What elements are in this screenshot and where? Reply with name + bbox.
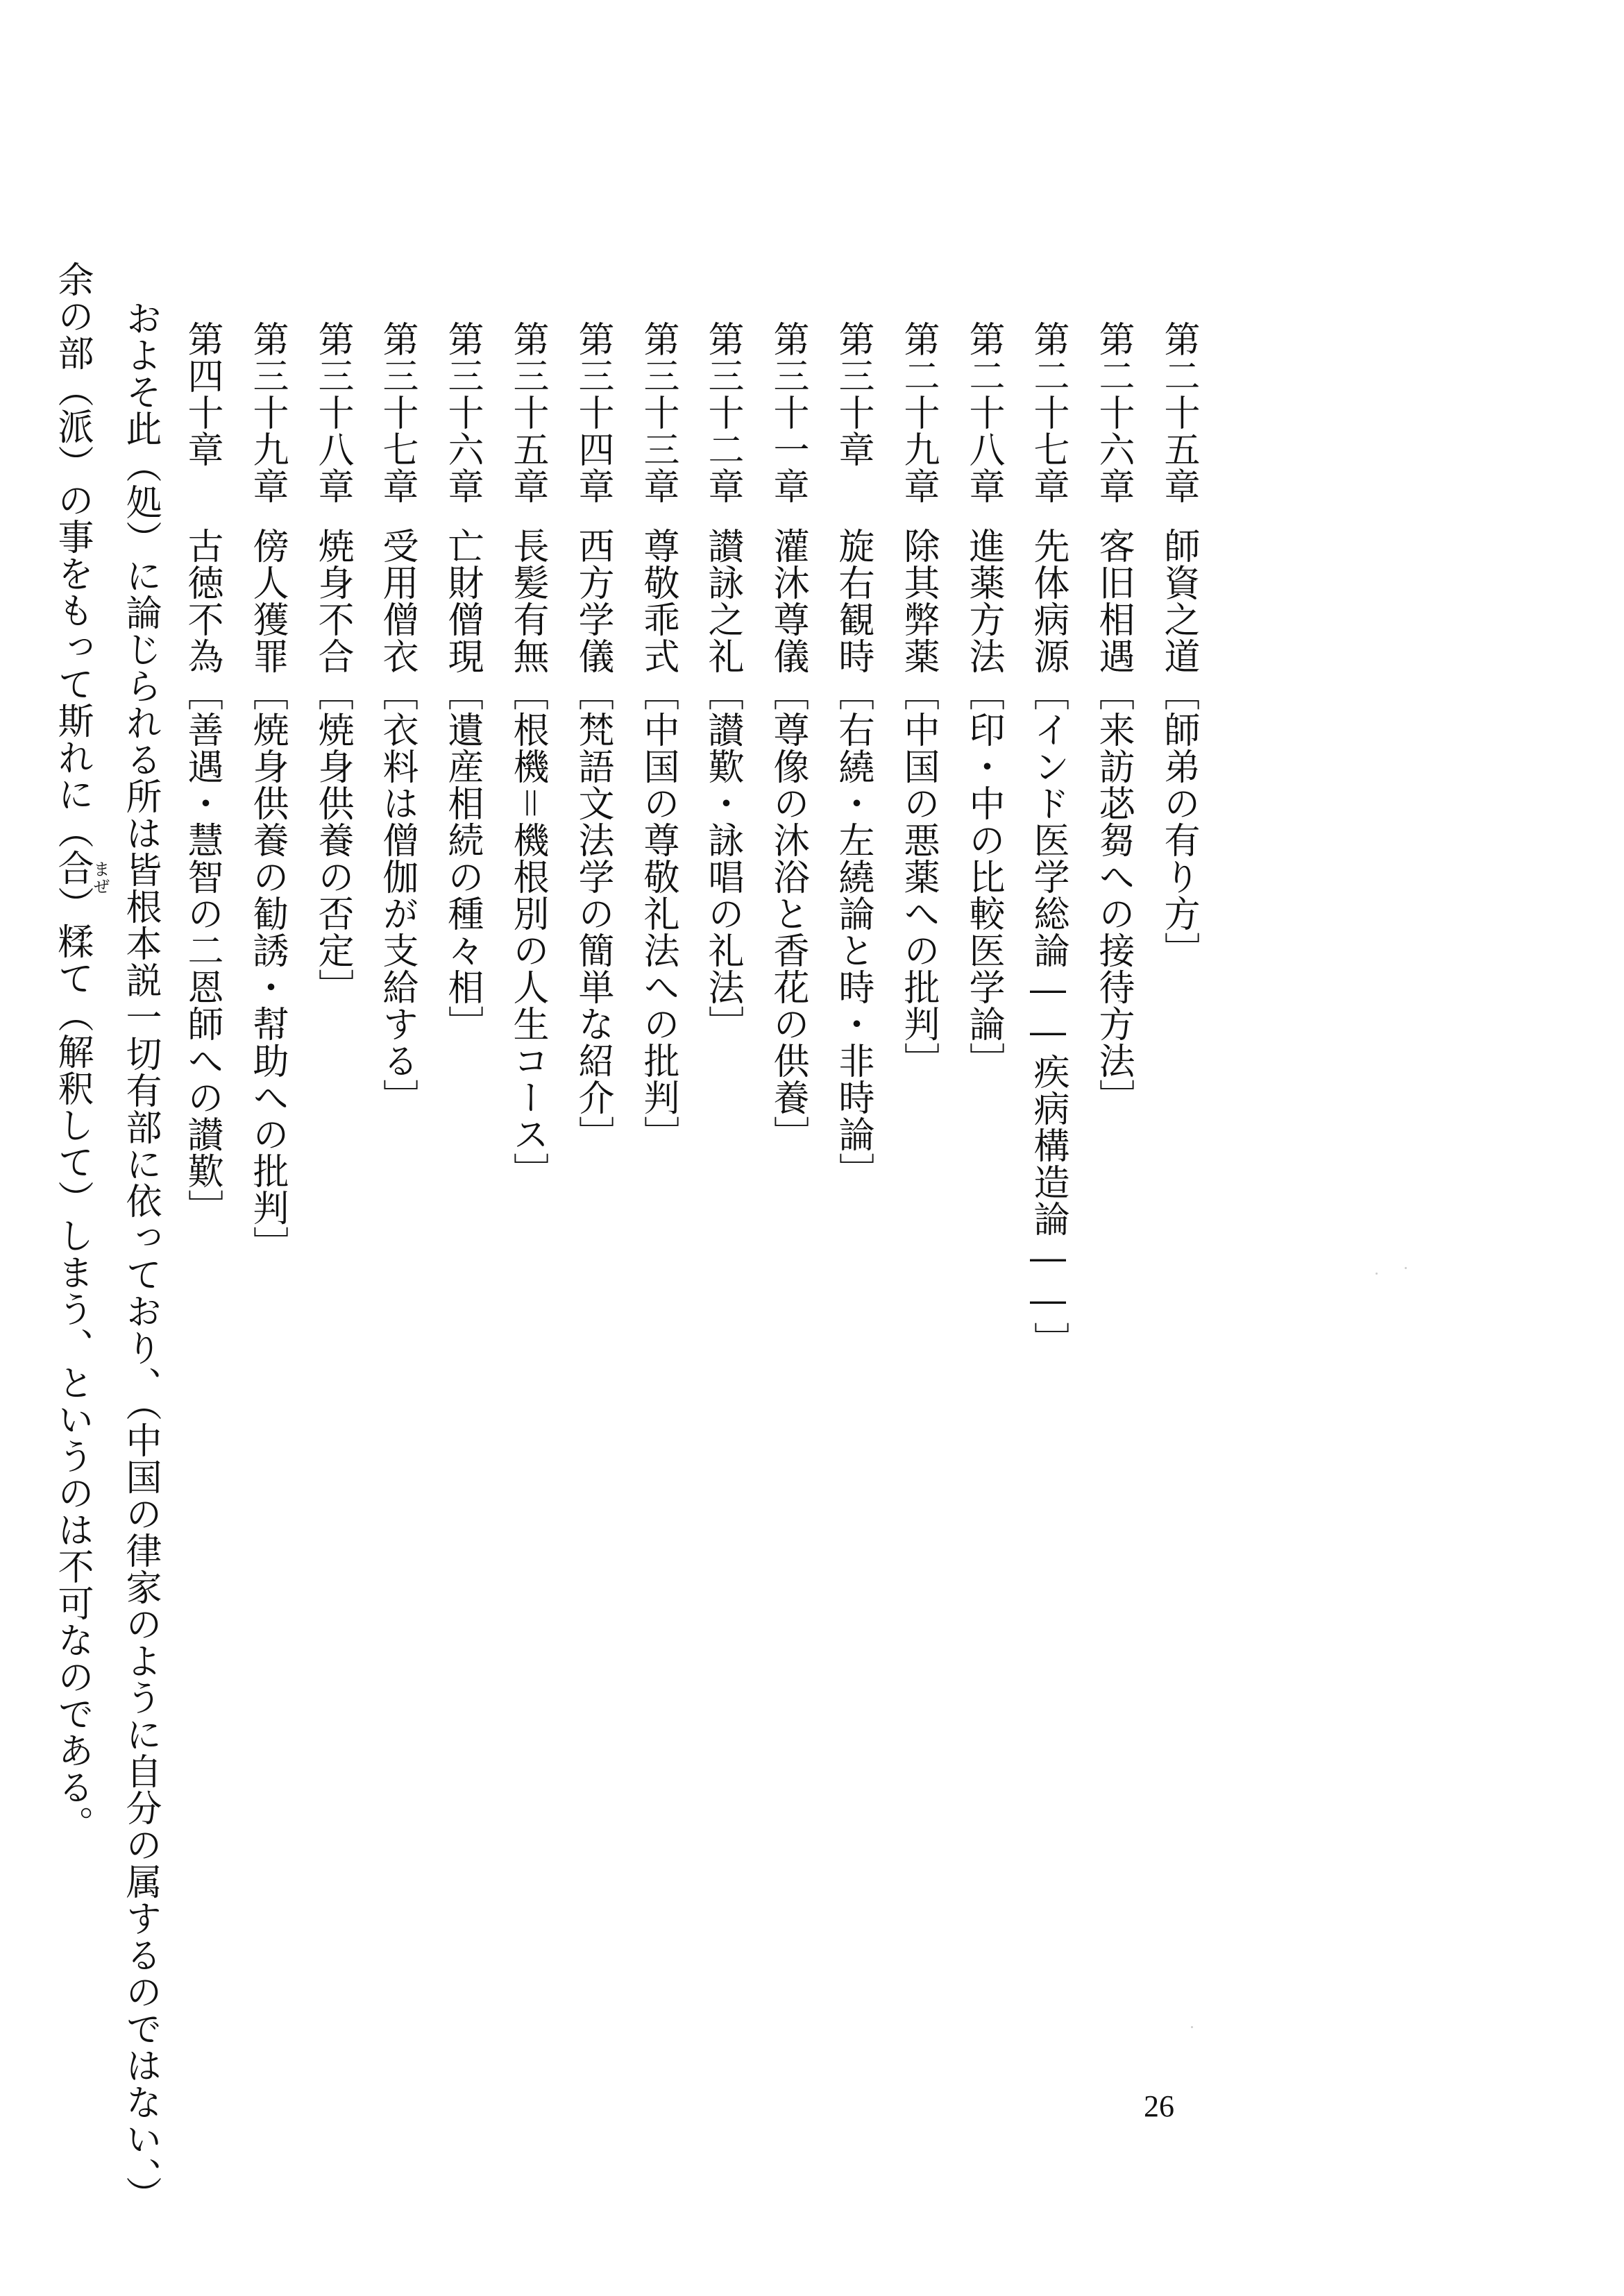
chapter-title: 師資之道［師弟の有り方］ [1158,527,1199,969]
chapter-number: 第三十六章 [441,321,483,504]
ruby-mazete: まぜ [90,860,110,895]
chapter-title: 焼身不合［焼身供養の否定］ [312,527,353,1005]
chapter-title: 讃詠之礼［讃歎・詠唱の礼法］ [702,527,743,1042]
chapter-number: 第三十三章 [637,321,679,504]
chapter-title: 古徳不為［善遇・慧智の二恩師への讃歎］ [181,527,223,1226]
chapter-title: 除其弊薬［中国の悪薬への批判］ [897,527,939,1079]
chapter-title: 西方学儀［梵語文法学の簡単な紹介］ [572,527,614,1153]
chapter-number: 第二十五章 [1158,321,1199,504]
chapter-number: 第二十六章 [1092,321,1134,504]
chapter-number: 第三十四章 [572,321,614,504]
chapter-title: 受用僧衣［衣料は僧伽が支給する］ [376,527,418,1116]
chapter-number: 第三十七章 [376,321,418,504]
chapter-number: 第三十五章 [507,321,548,504]
chapter-number: 第三十章 [832,321,874,468]
chapter-title: 客旧相遇［来訪苾芻への接待方法］ [1092,527,1134,1116]
scan-speck [1191,2026,1193,2028]
chapter-number: 第四十章 [181,321,223,468]
chapter-number: 第二十八章 [963,321,1004,504]
page-number: 26 [1144,2089,1174,2123]
chapter-title: 傍人獲罪［焼身供養の勧誘・幇助への批判］ [246,527,288,1263]
paragraph-line-1: およそ此（処）に論じられる所は皆根本説一切有部に依っており、（中国の律家のように自分の属するのではない、） [119,300,161,2213]
chapter-number: 第二十九章 [897,321,939,504]
chapter-number: 第三十二章 [702,321,743,504]
chapter-number: 第三十九章 [246,321,288,504]
chapter-number: 第三十一章 [767,321,809,504]
chapter-title: 旋右観時［右繞・左繞論と時・非時論］ [832,527,874,1189]
chapter-title: 灌沐尊儀［尊像の沐浴と香花の供養］ [767,527,809,1153]
chapter-number: 第二十七章 [1027,321,1069,504]
chapter-title: 長髪有無［根機＝機根別の人生コース］ [507,527,548,1189]
chapter-title: 先体病源［インド医学総論――疾病構造論――］ [1027,527,1069,1359]
chapter-title: 尊敬乖式［中国の尊敬礼法への批判］ [637,527,679,1153]
chapter-title: 進薬方法［印・中の比較医学論］ [963,527,1004,1079]
scan-speck [1405,1267,1407,1269]
scan-speck [1376,1273,1378,1275]
chapter-number: 第三十八章 [312,321,353,504]
paragraph-line-2: 余の部（派）の事をもって斯れに（合）糅て（解釈して）しまう、というのは不可なのである。 [51,261,93,1842]
chapter-title: 亡財僧現［遺産相続の種々相］ [441,527,483,1042]
